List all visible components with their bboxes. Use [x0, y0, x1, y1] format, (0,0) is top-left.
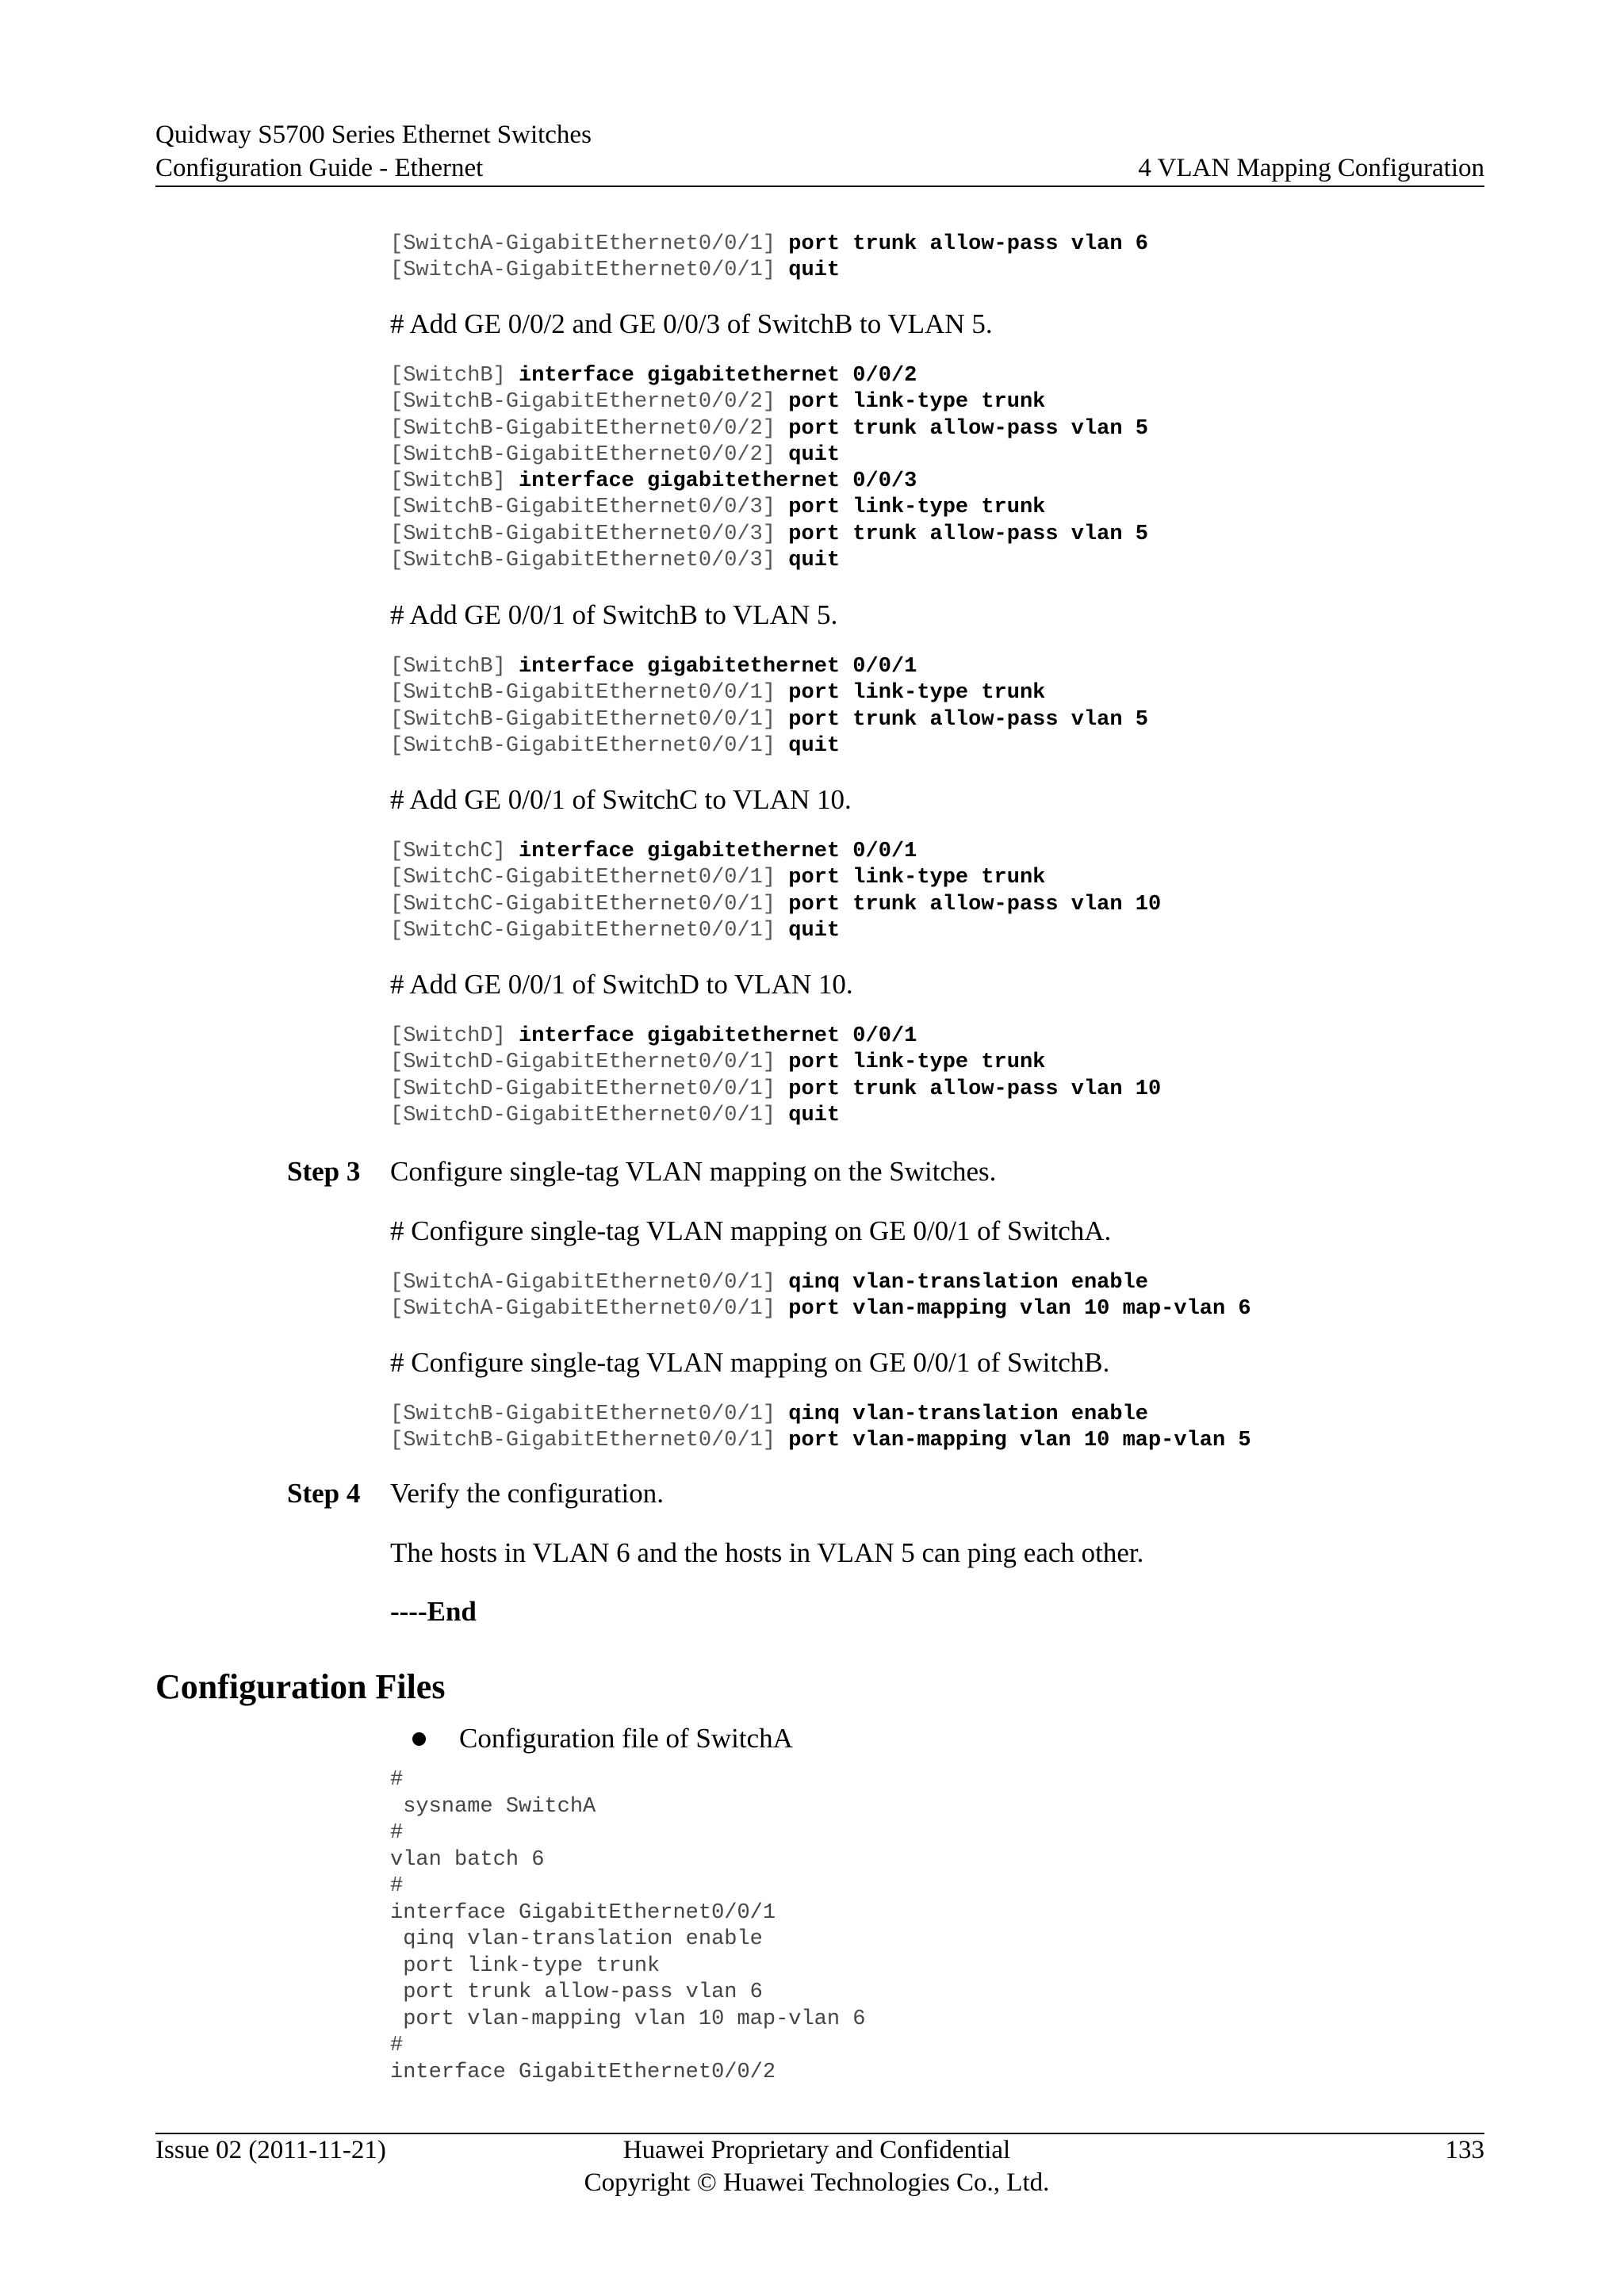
command-text: quit: [788, 733, 841, 758]
step-4-label: Step 4: [287, 1478, 361, 1509]
command-prompt: [SwitchB-GigabitEthernet0/0/1]: [390, 733, 776, 758]
command-text: interface gigabitethernet 0/0/2: [519, 364, 917, 388]
command-line: [390, 840, 917, 863]
command-prompt: [SwitchA-GigabitEthernet0/0/1]: [390, 1271, 776, 1295]
command-prompt: [SwitchB-GigabitEthernet0/0/3]: [390, 522, 776, 546]
command-line: [390, 655, 917, 679]
command-line: [390, 708, 1148, 732]
footer-center: [508, 2134, 1126, 2199]
command-text: port trunk allow-pass vlan 10: [788, 1077, 1162, 1101]
bullet-text: Configuration file of SwitchA: [459, 1723, 793, 1754]
command-prompt: [SwitchA-GigabitEthernet0/0/1]: [390, 1297, 776, 1322]
command-text: port link-type trunk: [788, 496, 1046, 520]
config-line: #: [390, 2034, 404, 2057]
command-block-switchd-ge1: [390, 1024, 1161, 1129]
command-prompt: [SwitchC-GigabitEthernet0/0/1]: [390, 892, 776, 916]
step-4-text: Verify the configuration.: [390, 1478, 665, 1509]
command-block-mapping-switchb: [390, 1402, 1251, 1455]
command-prompt: [SwitchB]: [390, 364, 506, 388]
command-prompt: [SwitchB-GigabitEthernet0/0/3]: [390, 549, 776, 573]
command-prompt: [SwitchC]: [390, 840, 506, 863]
command-text: port link-type trunk: [788, 866, 1046, 890]
bullet-item: [412, 1722, 793, 1755]
command-block-mapping-switcha: [390, 1270, 1251, 1323]
command-prompt: [SwitchB-GigabitEthernet0/0/1]: [390, 1402, 776, 1426]
comment-configure-switchb: # Configure single-tag VLAN mapping on GE 0/0/1 of SwitchB.: [390, 1347, 1110, 1378]
command-prompt: [SwitchB-GigabitEthernet0/0/1]: [390, 1429, 776, 1453]
header-guide: Configuration Guide - Ethernet: [155, 154, 484, 182]
command-block-switcha-ge1: [390, 232, 1148, 285]
config-line: port vlan-mapping vlan 10 map-vlan 6: [390, 2007, 866, 2031]
command-text: quit: [788, 442, 841, 467]
config-line: #: [390, 1821, 404, 1845]
config-line: #: [390, 1874, 404, 1898]
command-text: quit: [788, 918, 841, 943]
comment-add-switchc-ge1: # Add GE 0/0/1 of SwitchC to VLAN 10.: [390, 784, 852, 815]
command-line: [390, 364, 917, 388]
command-line: [390, 681, 1045, 705]
command-line: [390, 1402, 1148, 1426]
command-text: interface gigabitethernet 0/0/1: [519, 655, 917, 679]
command-text: qinq vlan-translation enable: [788, 1402, 1148, 1426]
config-line: interface GigabitEthernet0/0/2: [390, 2060, 776, 2084]
command-text: port trunk allow-pass vlan 5: [788, 707, 1148, 732]
command-text: interface gigabitethernet 0/0/1: [519, 840, 917, 863]
comment-add-switchb-ge2-ge3: # Add GE 0/0/2 and GE 0/0/3 of SwitchB to VLAN 5.: [390, 308, 993, 339]
command-line: [390, 1297, 1251, 1321]
command-prompt: [SwitchB-GigabitEthernet0/0/1]: [390, 681, 776, 706]
command-line: [390, 258, 840, 282]
command-text: interface gigabitethernet 0/0/3: [519, 469, 917, 494]
config-line: vlan batch 6: [390, 1847, 545, 1872]
config-line: qinq vlan-translation enable: [390, 1927, 763, 1951]
section-title-configuration-files: Configuration Files: [155, 1667, 446, 1706]
comment-configure-switcha: # Configure single-tag VLAN mapping on GE 0/0/1 of SwitchA.: [390, 1215, 1112, 1246]
command-text: port vlan-mapping vlan 10 map-vlan 6: [788, 1297, 1251, 1322]
command-text: port trunk allow-pass vlan 5: [788, 416, 1148, 441]
bullet-dot-icon: [412, 1732, 426, 1746]
command-line: [390, 417, 1148, 441]
command-line: [390, 1050, 1045, 1074]
command-prompt: [SwitchD-GigabitEthernet0/0/1]: [390, 1077, 776, 1101]
command-line: [390, 549, 840, 572]
config-line: interface GigabitEthernet0/0/1: [390, 1900, 776, 1925]
footer-page-number: 133: [1445, 2136, 1484, 2164]
command-text: port link-type trunk: [788, 390, 1046, 415]
footer-confidential: Huawei Proprietary and Confidential: [622, 2136, 1011, 2164]
command-text: port trunk allow-pass vlan 5: [788, 522, 1148, 546]
footer-copyright: Copyright © Huawei Technologies Co., Ltd.: [584, 2168, 1050, 2197]
command-prompt: [SwitchB]: [390, 655, 506, 679]
command-text: port link-type trunk: [788, 681, 1046, 706]
command-text: quit: [788, 258, 841, 283]
command-line: [390, 390, 1045, 414]
command-line: [390, 443, 840, 467]
command-text: quit: [788, 1103, 841, 1127]
end-mark: ----End: [390, 1596, 477, 1627]
command-line: [390, 893, 1161, 916]
command-prompt: [SwitchB]: [390, 469, 506, 494]
config-line: port trunk allow-pass vlan 6: [390, 1980, 763, 2004]
config-file-switcha: [390, 1767, 866, 2086]
command-line: [390, 1077, 1161, 1101]
command-line: [390, 232, 1148, 256]
command-line: [390, 1104, 840, 1127]
command-text: port trunk allow-pass vlan 10: [788, 892, 1162, 916]
command-block-switchc-ge1: [390, 839, 1161, 944]
step-3-label: Step 3: [287, 1156, 361, 1187]
config-line: #: [390, 1768, 404, 1792]
command-block-switchb-ge1: [390, 654, 1148, 760]
command-text: quit: [788, 549, 841, 573]
command-line: [390, 1271, 1148, 1295]
command-line: [390, 734, 840, 758]
comment-add-switchb-ge1: # Add GE 0/0/1 of SwitchB to VLAN 5.: [390, 599, 838, 630]
command-line: [390, 496, 1045, 519]
command-text: qinq vlan-translation enable: [788, 1271, 1148, 1295]
command-line: [390, 1024, 917, 1048]
command-block-switchb-ge2-ge3: [390, 363, 1148, 574]
header-product: Quidway S5700 Series Ethernet Switches: [155, 121, 592, 149]
command-prompt: [SwitchD]: [390, 1024, 506, 1048]
command-prompt: [SwitchC-GigabitEthernet0/0/1]: [390, 866, 776, 890]
step-3-text: Configure single-tag VLAN mapping on the Switches.: [390, 1156, 997, 1187]
command-prompt: [SwitchC-GigabitEthernet0/0/1]: [390, 918, 776, 943]
command-prompt: [SwitchD-GigabitEthernet0/0/1]: [390, 1103, 776, 1127]
config-line: sysname SwitchA: [390, 1794, 596, 1819]
command-text: port trunk allow-pass vlan 6: [788, 232, 1148, 256]
command-line: [390, 522, 1148, 546]
command-prompt: [SwitchB-GigabitEthernet0/0/2]: [390, 390, 776, 415]
command-line: [390, 1429, 1251, 1452]
command-text: port vlan-mapping vlan 10 map-vlan 5: [788, 1429, 1251, 1453]
header-rule: [155, 186, 1484, 187]
config-line: port link-type trunk: [390, 1954, 661, 1978]
command-prompt: [SwitchB-GigabitEthernet0/0/2]: [390, 442, 776, 467]
comment-add-switchd-ge1: # Add GE 0/0/1 of SwitchD to VLAN 10.: [390, 969, 853, 1000]
command-text: interface gigabitethernet 0/0/1: [519, 1024, 917, 1048]
command-prompt: [SwitchB-GigabitEthernet0/0/2]: [390, 416, 776, 441]
command-line: [390, 919, 840, 943]
command-prompt: [SwitchB-GigabitEthernet0/0/1]: [390, 707, 776, 732]
command-prompt: [SwitchA-GigabitEthernet0/0/1]: [390, 258, 776, 283]
command-line: [390, 866, 1045, 890]
command-prompt: [SwitchD-GigabitEthernet0/0/1]: [390, 1050, 776, 1075]
header-row: [155, 152, 1484, 185]
command-prompt: [SwitchB-GigabitEthernet0/0/3]: [390, 496, 776, 520]
command-line: [390, 469, 917, 493]
command-text: port link-type trunk: [788, 1050, 1046, 1075]
header-chapter: 4 VLAN Mapping Configuration: [1138, 154, 1484, 182]
command-prompt: [SwitchA-GigabitEthernet0/0/1]: [390, 232, 776, 256]
verify-result: The hosts in VLAN 6 and the hosts in VLAN 5 can ping each other.: [390, 1537, 1144, 1568]
footer-issue: Issue 02 (2011-11-21): [155, 2136, 386, 2164]
